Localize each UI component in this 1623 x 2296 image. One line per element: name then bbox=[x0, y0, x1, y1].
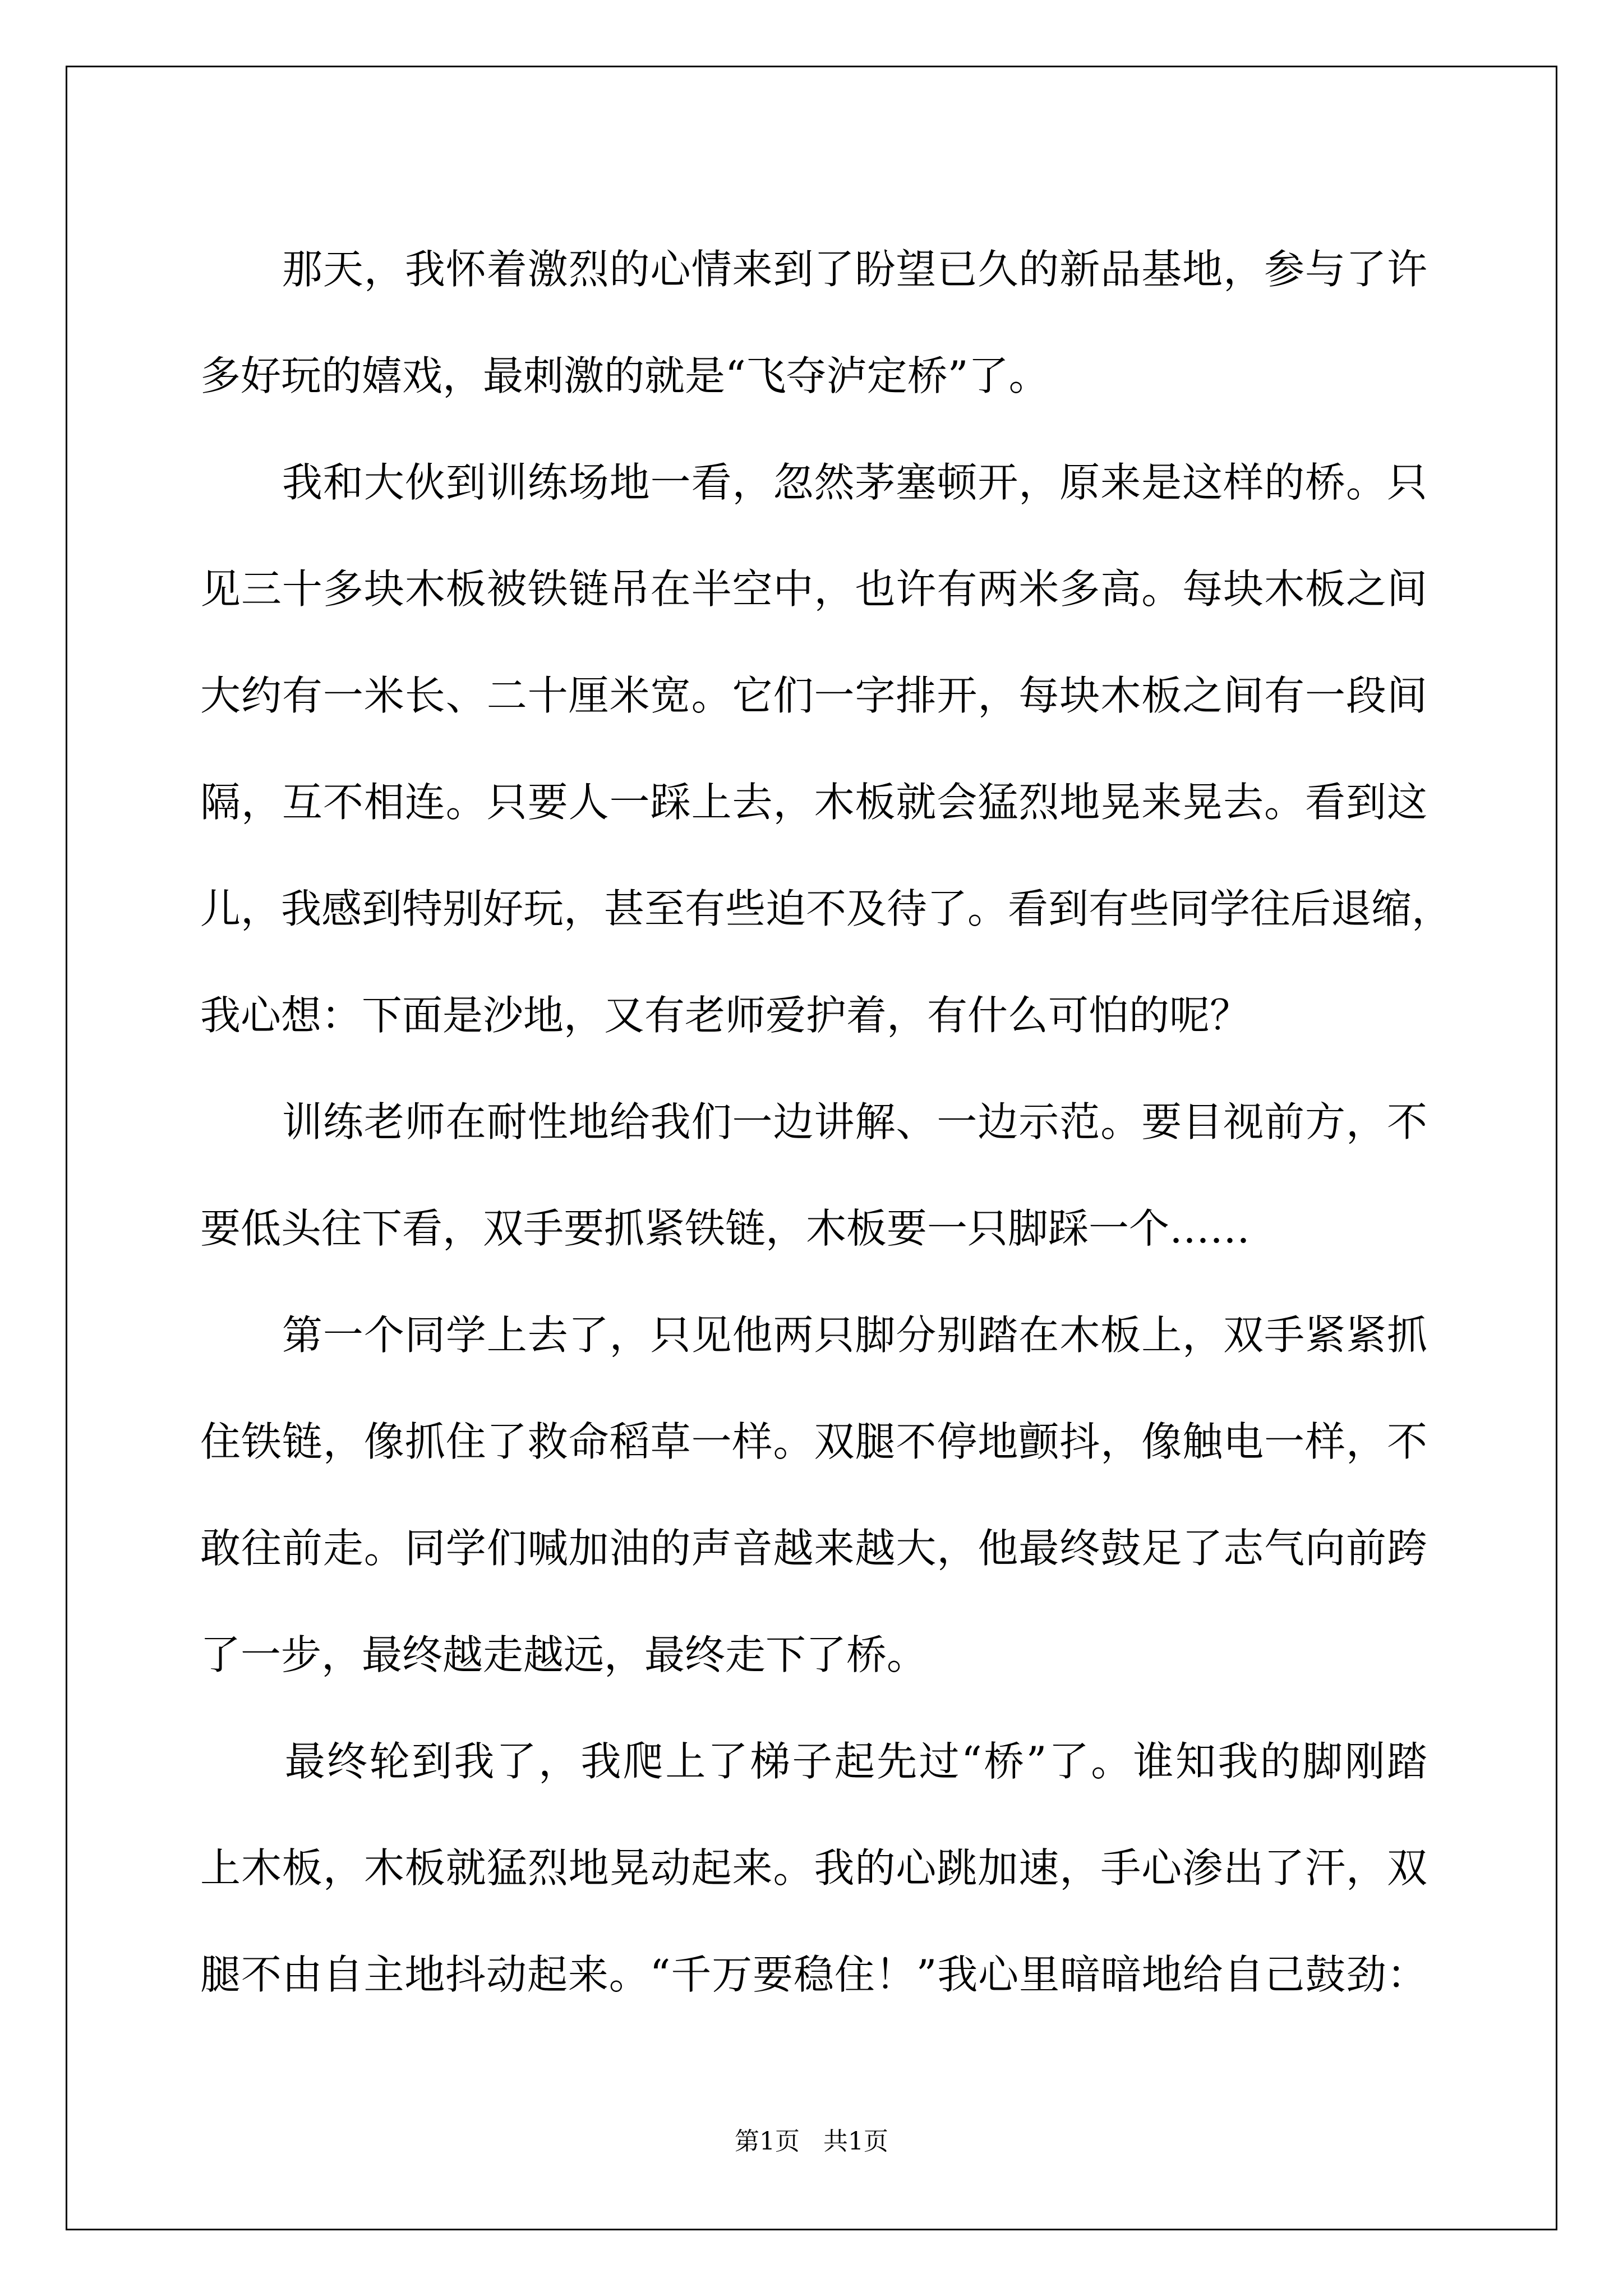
paragraph-1 bbox=[200, 216, 1427, 429]
text-line: 敢往前走。同学们喊加油的声音越来越大，他最终鼓足了志气向前跨 bbox=[200, 1525, 1427, 1572]
text-line: 要低头往下看，双手要抓紧铁链，木板要一只脚踩一个…… bbox=[200, 1205, 1251, 1252]
text-line: 住铁链，像抓住了救命稻草一样。双腿不停地颤抖，像触电一样，不 bbox=[200, 1418, 1427, 1465]
text-line: 儿，我感到特别好玩，甚至有些迫不及待了。看到有些同学往后退缩， bbox=[200, 885, 1453, 932]
text-line: 大约有一米长、二十厘米宽。它们一字排开，每块木板之间有一段间 bbox=[200, 672, 1427, 719]
page-number: 第1页 共1页 bbox=[735, 2127, 888, 2156]
text-line: 那天，我怀着激烈的心情来到了盼望已久的新品基地，参与了许 bbox=[200, 246, 1427, 293]
paragraph-3 bbox=[200, 1069, 1427, 1282]
paragraph-5 bbox=[200, 1708, 1427, 2028]
text-line: 我心想：下面是沙地，又有老师爱护着，有什么可怕的呢？ bbox=[200, 992, 1251, 1039]
text-line: 上木板，木板就猛烈地晃动起来。我的心跳加速，手心渗出了汗，双 bbox=[200, 1844, 1427, 1892]
text-line: 多好玩的嬉戏，最刺激的就是“飞夺泸定桥”了。 bbox=[200, 352, 1049, 399]
text-line: 训练老师在耐性地给我们一边讲解、一边示范。要目视前方，不 bbox=[200, 1098, 1427, 1145]
text-line: 见三十多块木板被铁链吊在半空中，也许有两米多高。每块木板之间 bbox=[200, 565, 1427, 613]
text-line: 腿不由自主地抖动起来。“千万要稳住！”我心里暗暗地给自己鼓劲： bbox=[200, 1951, 1427, 1998]
text-line: 了一步，最终越走越远，最终走下了桥。 bbox=[200, 1631, 928, 1678]
text-line: 隔，互不相连。只要人一踩上去，木板就会猛烈地晃来晃去。看到这 bbox=[200, 779, 1427, 826]
text-line: 我和大伙到训练场地一看，忽然茅塞顿开，原来是这样的桥。只 bbox=[200, 459, 1427, 506]
text-line: 第一个同学上去了，只见他两只脚分别踏在木板上，双手紧紧抓 bbox=[200, 1312, 1427, 1359]
paragraph-2 bbox=[200, 429, 1453, 1069]
text-line: 最终轮到我了，我爬上了梯子起先过“桥”了。谁知我的脚刚踏 bbox=[200, 1738, 1427, 1785]
paragraph-4 bbox=[200, 1282, 1427, 1708]
page-footer bbox=[0, 2125, 1623, 2159]
document-body bbox=[200, 216, 1453, 2028]
